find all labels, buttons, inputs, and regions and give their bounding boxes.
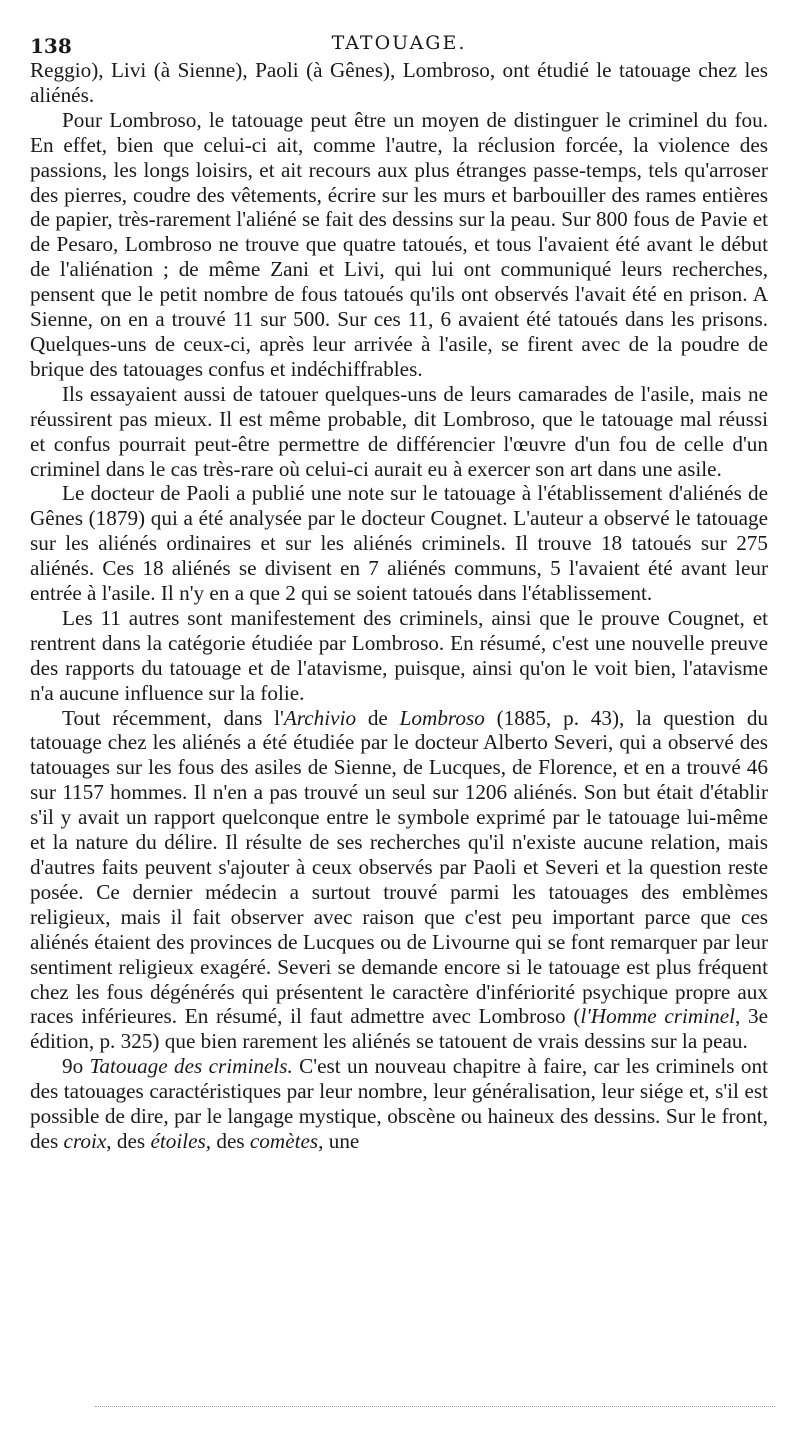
page-number: 138 <box>30 34 72 58</box>
page-header <box>30 28 768 58</box>
running-title: TATOUAGE. <box>331 32 467 54</box>
text-segment: 9o <box>62 1054 90 1079</box>
text-segment: Pour Lombroso, le tatouage peut être un moyen de distinguer le criminel du fou. En effet, bien que celui-ci ait, comme l'autre, la réclusion forcée, la violence des passions, les longs loisirs, et ait recours aux plus étranges passe-temps, tels qu'arroser des pierres, coudre des vêtements, écrire sur les murs et barbouiller des rames entières de papier, très-rarement l'aliéné se fait des dessins sur la peau. Sur 800 fous de Pavie et de Pesaro, Lombroso ne trouve que quatre tatoués, et tous l'avaient été avant le début de l'aliénation ; de même Zani et Livi, qui lui ont communiqué leurs recherches, pensent que le petit nombre de fous tatoués qu'ils ont observés l'avait été en prison. A Sienne, on en a trouvé 11 sur 500. Sur ces 11, 6 avaient été tatoués dans les prisons. Quelques-uns de ceux-ci, après leur arrivée à l'asile, se firent avec de la poudre de brique des tatouages confus et indéchiffrables. <box>30 107 768 381</box>
text-segment: C'est un nouveau chapitre à faire, car les criminels ont des tatouages caractéristiques par leur nombre, leur généralisation, leur siége et, s'il est possible de dire, par le langage mystique, obscène ou haineux des dessins. Sur le front, des <box>30 1054 768 1153</box>
italic-text: l'Homme criminel <box>580 1004 736 1029</box>
text-segment: Ils essayaient aussi de tatouer quelques-uns de leurs camarades de l'asile, mais ne réussirent pas mieux. Il est même probable, dit Lombroso, que le tatouage mal réussi et confus pourrait peut-être permettre de différencier l'œuvre d'un fou de celle d'un criminel dans le cas très-rare où celui-ci aurait eu à exercer son art dans une asile. <box>30 381 768 481</box>
text-segment: de <box>356 705 400 730</box>
italic-text: Lombroso <box>399 705 485 730</box>
paragraph <box>30 58 768 108</box>
text-segment: Tout récemment, dans l' <box>62 705 284 730</box>
paragraph <box>30 382 768 482</box>
paragraph <box>30 108 768 382</box>
text-segment: Le docteur de Paoli a publié une note sur le tatouage à l'établissement d'aliénés de Gênes (1879) qui a été analysée par le docteur Cougnet. L'auteur a observé le tatouage sur les aliénés ordinaires et sur les aliénés criminels. Il trouve 18 tatoués sur 275 aliénés. Ces 18 aliénés se divisent en 7 aliénés communs, 5 l'avaient été avant leur entrée à l'asile. Il n'y en a que 2 qui se soient tatoués dans l'établissement. <box>30 481 768 606</box>
body-text <box>30 58 768 1154</box>
italic-text: étoiles <box>150 1128 206 1153</box>
paragraph <box>30 1054 768 1154</box>
italic-text: Tatouage des criminels. <box>89 1054 293 1079</box>
text-segment: , des <box>106 1128 151 1153</box>
footer-dotted-rule <box>95 1406 775 1407</box>
paragraph <box>30 606 768 706</box>
italic-text: comètes <box>249 1128 319 1153</box>
book-page <box>30 28 768 1154</box>
text-segment: , 3e édition, p. 325) que bien rarement les aliénés se tatouent de vrais dessins sur la peau. <box>30 1004 768 1054</box>
text-segment: , des <box>205 1128 250 1153</box>
text-segment: Reggio), Livi (à Sienne), Paoli (à Gênes), Lombroso, ont étudié le tatouage chez les aliénés. <box>30 58 768 107</box>
text-segment: Les 11 autres sont manifestement des criminels, ainsi que le prouve Cougnet, et rentrent dans la catégorie étudiée par Lombroso. En résumé, c'est une nouvelle preuve des rapports du tatouage et de l'atavisme, puisque, ainsi qu'on le voit bien, l'atavisme n'a aucune influence sur la folie. <box>30 605 768 705</box>
italic-text: croix <box>63 1128 107 1153</box>
paragraph <box>30 706 768 1055</box>
italic-text: Archivio <box>283 705 357 730</box>
text-segment: (1885, p. 43), la question du tatouage chez les aliénés a été étudiée par le docteur Alberto Severi, qui a observé des tatouages sur les fous des asiles de Sienne, de Lucques, de Florence, et en a trouvé 46 sur 1157 hommes. Il n'en a pas trouvé un seul sur 1206 aliénés. Son but était d'établir s'il y avait un rapport quelconque entre le symbole exprimé par le tatouage lui-même et la nature du délire. Il résulte de ses recherches qu'il n'existe aucune relation, mais d'autres faits peuvent s'ajouter à ceux observés par Paoli et Severi et la question reste posée. Ce dernier médecin a surtout trouvé parmi les tatouages des emblèmes religieux, mais il fait observer avec raison que c'est peu important parce que ces aliénés étaient des provinces de Lucques ou de Livourne qui se font remarquer par leur sentiment religieux exagéré. Severi se demande encore si le tatouage est plus fréquent chez les fous dégénérés qui présentent le caractère d'infériorité psychique propre aux races inférieures. En résumé, il faut admettre avec Lombroso ( <box>30 705 769 1029</box>
text-segment: , une <box>318 1128 360 1153</box>
paragraph <box>30 481 768 606</box>
